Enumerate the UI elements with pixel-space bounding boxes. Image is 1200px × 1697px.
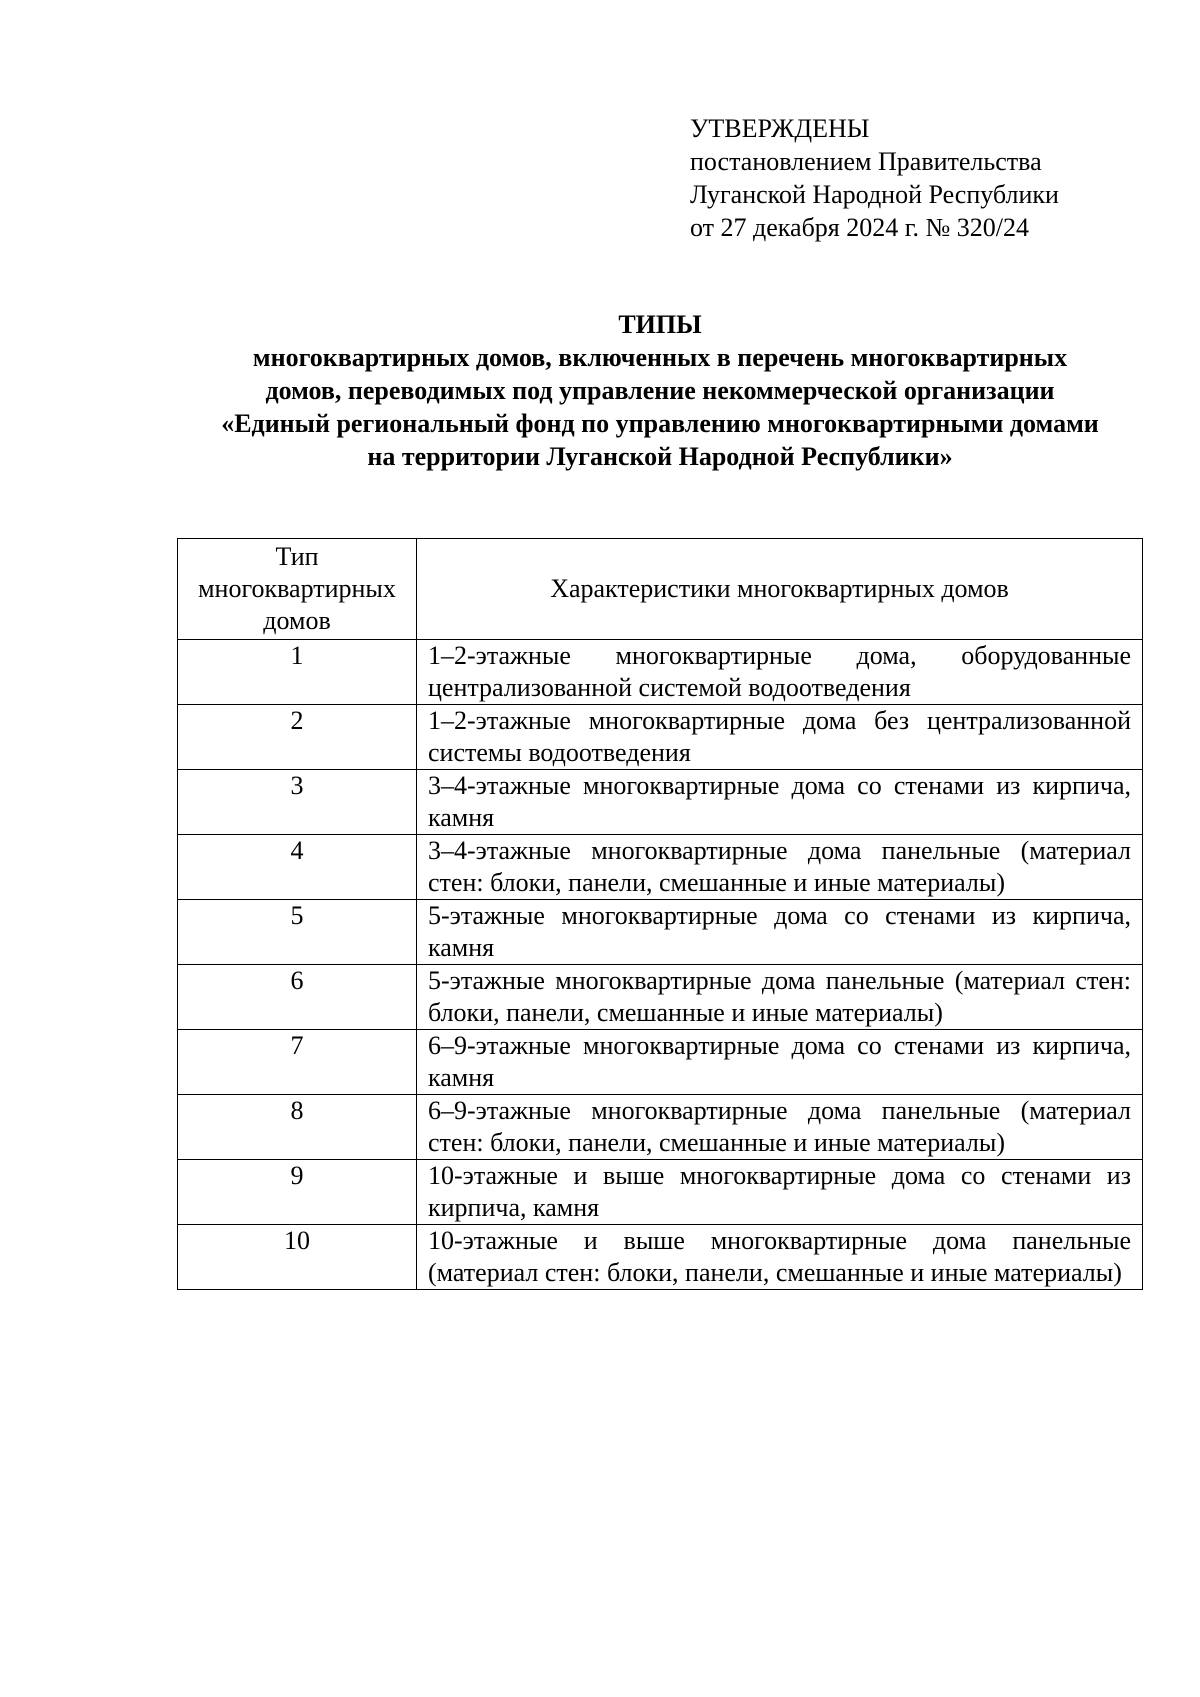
title-line-2: домов, переводимых под управление некоммерческой организации	[265, 376, 1055, 405]
row-type: 4	[178, 835, 417, 900]
table-row	[178, 1160, 1143, 1225]
row-description: 5-этажные многоквартирные дома со стенами из кирпича, камня	[417, 900, 1143, 965]
types-table	[177, 538, 1143, 1290]
title-heading: ТИПЫ	[618, 310, 702, 339]
table-row	[178, 835, 1143, 900]
row-type: 7	[178, 1030, 417, 1095]
row-type: 2	[178, 705, 417, 770]
row-description: 1–2-этажные многоквартирные дома, оборудованные централизованной системой водоотведения	[417, 640, 1143, 705]
header-characteristics: Характеристики многоквартирных домов	[417, 539, 1143, 640]
table-row	[178, 965, 1143, 1030]
approval-region: Луганской Народной Республики	[690, 180, 1059, 209]
row-type: 5	[178, 900, 417, 965]
header-type: Тип многоквартирных домов	[178, 539, 417, 640]
title-line-3: «Единый региональный фонд по управлению многоквартирными домами	[221, 409, 1099, 438]
table-row	[178, 705, 1143, 770]
row-type: 3	[178, 770, 417, 835]
table-row	[178, 1095, 1143, 1160]
row-description: 3–4-этажные многоквартирные дома со стенами из кирпича, камня	[417, 770, 1143, 835]
row-description: 5-этажные многоквартирные дома панельные (материал стен: блоки, панели, смешанные и иные материалы)	[417, 965, 1143, 1030]
title-line-4: на территории Луганской Народной Республики»	[367, 442, 953, 471]
row-description: 3–4-этажные многоквартирные дома панельные (материал стен: блоки, панели, смешанные и иные материалы)	[417, 835, 1143, 900]
table-row	[178, 770, 1143, 835]
table-row	[178, 1030, 1143, 1095]
row-type: 10	[178, 1225, 417, 1290]
row-type: 9	[178, 1160, 417, 1225]
table-row	[178, 1225, 1143, 1290]
title-line-1: многоквартирных домов, включенных в перечень многоквартирных	[252, 343, 1068, 372]
row-type: 1	[178, 640, 417, 705]
approval-heading: УТВЕРЖДЕНЫ	[690, 114, 870, 143]
document-title	[130, 308, 1190, 473]
row-description: 10-этажные и выше многоквартирные дома панельные (материал стен: блоки, панели, смешанные и иные материалы)	[417, 1225, 1143, 1290]
row-description: 6–9-этажные многоквартирные дома панельные (материал стен: блоки, панели, смешанные и иные материалы)	[417, 1095, 1143, 1160]
row-description: 6–9-этажные многоквартирные дома со стенами из кирпича, камня	[417, 1030, 1143, 1095]
row-type: 6	[178, 965, 417, 1030]
table-row	[178, 640, 1143, 705]
approval-authority: постановлением Правительства	[690, 147, 1042, 176]
row-description: 1–2-этажные многоквартирные дома без централизованной системы водоотведения	[417, 705, 1143, 770]
table-row	[178, 900, 1143, 965]
row-description: 10-этажные и выше многоквартирные дома со стенами из кирпича, камня	[417, 1160, 1143, 1225]
approval-date-number: от 27 декабря 2024 г. № 320/24	[690, 213, 1030, 242]
table-header-row	[178, 539, 1143, 640]
row-type: 8	[178, 1095, 417, 1160]
approval-stamp	[690, 112, 1059, 244]
